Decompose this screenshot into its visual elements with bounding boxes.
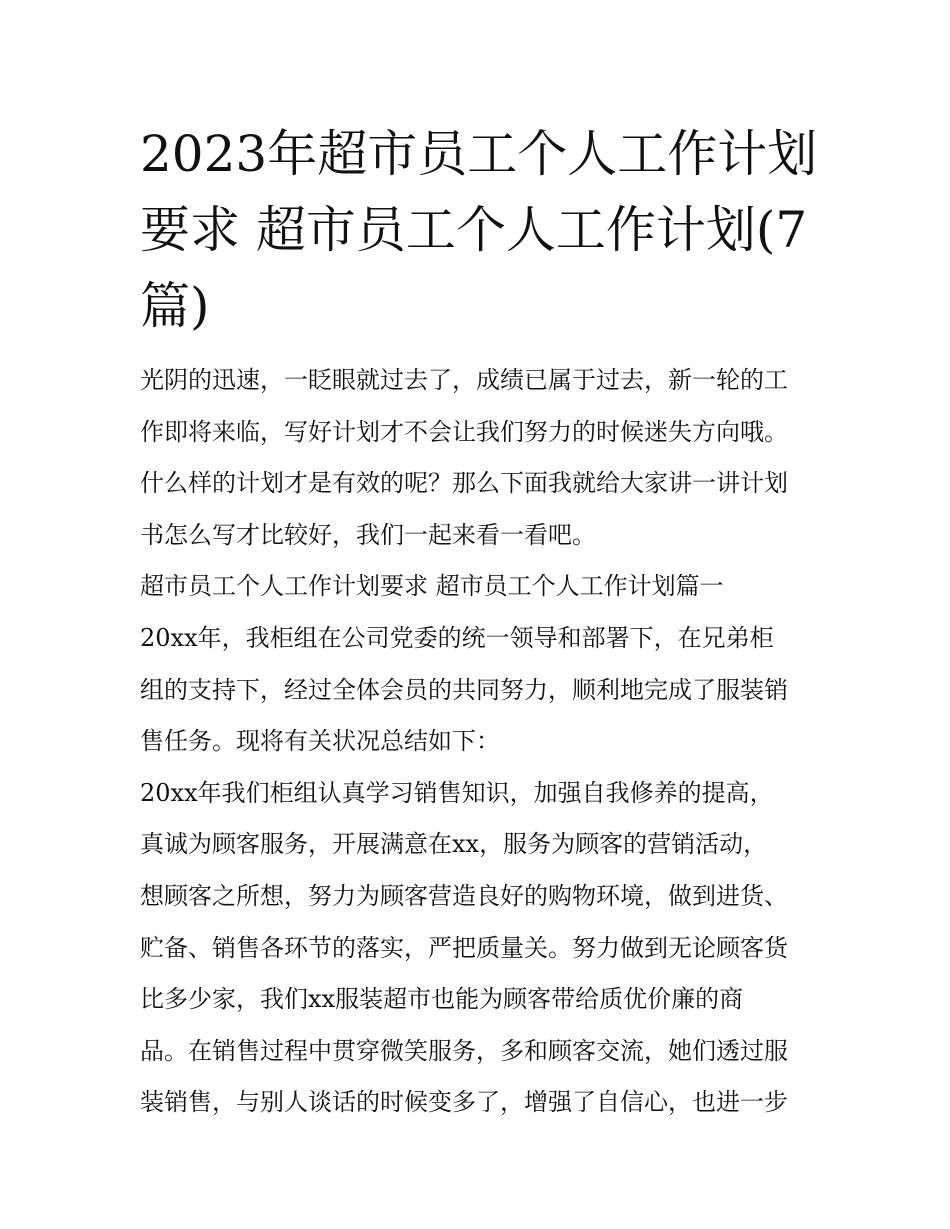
body-line: 真诚为顾客服务，开展满意在xx，服务为顾客的营销活动，	[140, 830, 768, 859]
title-line: 篇)	[140, 277, 210, 335]
title-line: 2023年超市员工个人工作计划	[140, 125, 818, 183]
document-title	[140, 116, 818, 344]
body-line: 作即将来临，写好计划才不会让我们努力的时候迷失方向哦。	[140, 417, 788, 446]
body-line: 书怎么写才比较好，我们一起来看一看吧。	[140, 520, 596, 549]
body-line: 20xx年我们柜组认真学习销售知识，加强自我修养的提高，	[140, 778, 774, 807]
body-line: 售任务。现将有关状况总结如下：	[140, 727, 500, 756]
body-line: 什么样的计划才是有效的呢？那么下面我就给大家讲一讲计划	[140, 469, 788, 498]
body-line: 想顾客之所想，努力为顾客营造良好的购物环境，做到进货、	[140, 881, 788, 910]
body-line: 装销售，与别人谈话的时候变多了，增强了自信心，也进一步	[140, 1088, 788, 1117]
body-line: 光阴的迅速，一眨眼就过去了，成绩已属于过去，新一轮的工	[140, 366, 788, 394]
body-line: 品。在销售过程中贯穿微笑服务，多和顾客交流，她们透过服	[140, 1036, 788, 1065]
title-line: 要求 超市员工个人工作计划(7	[140, 201, 808, 259]
body-line: 20xx年，我柜组在公司党委的统一领导和部署下，在兄弟柜	[140, 623, 774, 652]
body-line: 比多少家，我们xx服装超市也能为顾客带给质优价廉的商	[140, 985, 744, 1014]
section-heading: 超市员工个人工作计划要求 超市员工个人工作计划篇一	[140, 572, 724, 601]
body-line: 贮备、销售各环节的落实，严把质量关。努力做到无论顾客货	[140, 933, 788, 962]
body-line: 组的支持下，经过全体会员的共同努力，顺利地完成了服装销	[140, 675, 788, 704]
document-body	[140, 360, 812, 1134]
